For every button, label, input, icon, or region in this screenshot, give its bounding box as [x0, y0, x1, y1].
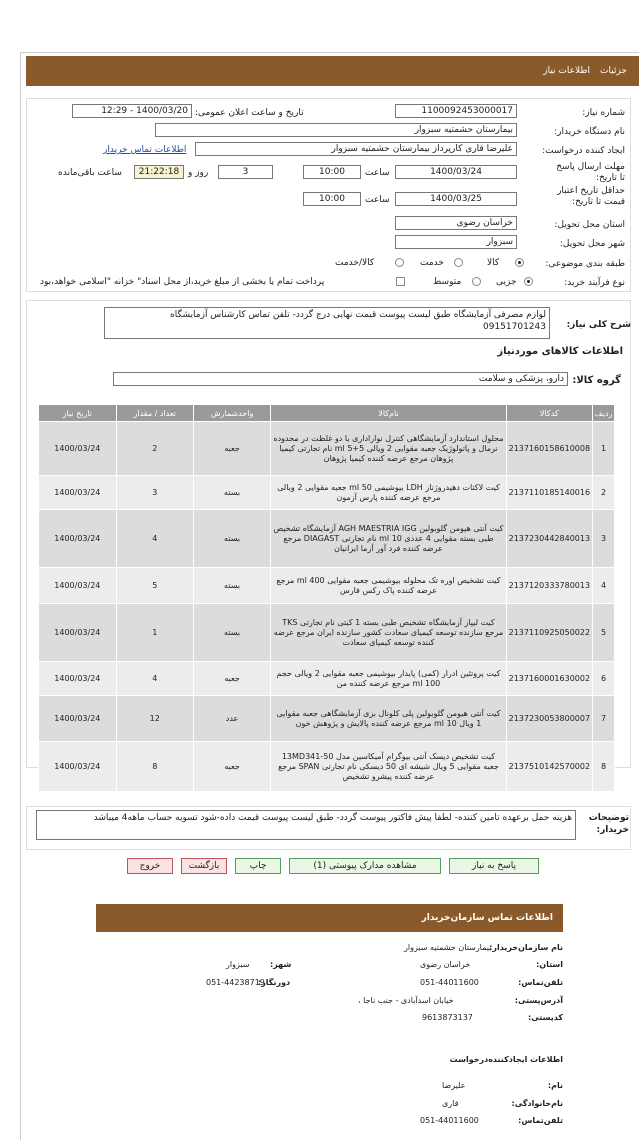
announce-label: تاریخ و ساعت اعلان عمومی: — [195, 108, 304, 118]
col-name-header: نام‌کالا — [271, 405, 506, 422]
cell-unit: بسته — [193, 510, 271, 568]
cell-need-date: 1400/03/24 — [39, 662, 117, 696]
col-unit-header: واحدشمارش — [193, 405, 271, 422]
contact-org-label: نام سازمان‌خریدار: — [489, 943, 563, 952]
cell-quantity: 2 — [116, 422, 193, 476]
cell-row-number: 8 — [593, 742, 615, 792]
cell-item-code: 2137120333780013 — [506, 568, 592, 604]
cell-item-name: کیت تشخیص دیسک آنتی بیوگرام آمیکاسین مدل 13MD341-50 جعبه مقوایی 5 ویال شیشه ای 50 دیسکی نام تجارتی SPAN مرجع عرضه کننده پیشرو تشخیص — [271, 742, 506, 792]
cell-quantity: 8 — [116, 742, 193, 792]
nav-need-info[interactable]: اطلاعات نیاز — [543, 66, 591, 76]
deadline-label: مهلت ارسال پاسخ تا تاریخ: — [556, 162, 625, 183]
cell-item-code: 2137110925050022 — [506, 604, 592, 662]
creator-field: علیرضا قاری کارپرداز بیمارستان حشمتیه سبزوار — [195, 142, 517, 156]
table-row — [39, 604, 615, 662]
top-nav-bar — [26, 56, 639, 86]
creator-family-label: نام‌خانوادگی: — [511, 1099, 563, 1108]
cell-unit: عدد — [193, 696, 271, 742]
contact-city-label: شهر: — [270, 960, 292, 969]
process-minor-radio[interactable] — [524, 277, 533, 286]
cell-need-date: 1400/03/24 — [39, 568, 117, 604]
goods-group-field: دارو، پزشکی و سلامت — [113, 372, 568, 386]
cell-row-number: 7 — [593, 696, 615, 742]
contact-postal-label: کدپستی: — [528, 1013, 563, 1022]
cell-row-number: 1 — [593, 422, 615, 476]
cell-row-number: 5 — [593, 604, 615, 662]
cell-need-date: 1400/03/24 — [39, 696, 117, 742]
table-row — [39, 568, 615, 604]
notes-label: توضیحات خریدار: — [588, 813, 629, 835]
remaining-label: ساعت باقی‌مانده — [58, 168, 122, 178]
class-goods-radio[interactable] — [515, 258, 524, 267]
reply-button[interactable]: پاسخ به نیاز — [449, 858, 539, 874]
cell-quantity: 1 — [116, 604, 193, 662]
contact-province-label: استان: — [536, 960, 563, 969]
table-row — [39, 422, 615, 476]
cell-unit: بسته — [193, 604, 271, 662]
cell-item-code: 2137160001630002 — [506, 662, 592, 696]
table-row — [39, 510, 615, 568]
creator-phone-label: تلفن‌تماس: — [518, 1116, 563, 1125]
buyer-label: نام دستگاه خریدار: — [554, 127, 625, 137]
process-minor-label: جزیی — [496, 277, 517, 287]
col-code-header: کدکالا — [506, 405, 592, 422]
buyer-field: بیمارستان حشمتیه سبزوار — [155, 123, 517, 137]
contact-org-value: بیمارستان حشمتیه سبزوار — [404, 943, 492, 952]
creator-name-label: نام: — [547, 1081, 563, 1090]
contact-fax-label: دورنگار: — [258, 978, 291, 987]
cell-need-date: 1400/03/24 — [39, 742, 117, 792]
table-row — [39, 742, 615, 792]
process-medium-radio[interactable] — [472, 277, 481, 286]
print-button[interactable]: چاپ — [235, 858, 281, 874]
cell-item-code: 2137230442840013 — [506, 510, 592, 568]
nav-details[interactable]: جزئیات — [600, 66, 627, 76]
cell-item-name: کیت لاکتات دهیدروژناز LDH بیوشیمی 50 ml جعبه مقوایی 2 ویالی مرجع عرضه کننده پارس آزمون — [271, 476, 506, 510]
buyer-contact-link[interactable]: اطلاعات تماس خریدار — [103, 145, 187, 155]
contact-section-title: اطلاعات تماس سازمان‌خریدار — [96, 904, 563, 932]
cell-item-name: محلول استاندارد آزمایشگاهی کنترل نواراداری با دو غلظت در محدوده نرمال و پاتولوژیک جعبه مقوایی 2 ویالی 5+5 ml نام تجارتی کیمیا پژوهان مرجع عرضه کننده کیمیا پژوهان — [271, 422, 506, 476]
items-table-header — [39, 405, 615, 422]
cell-need-date: 1400/03/24 — [39, 510, 117, 568]
creator-name-value: علیرضا — [442, 1081, 466, 1090]
contact-address-value: خیابان اسدآبادی - جنب ناجا ، — [358, 996, 454, 1005]
cell-quantity: 5 — [116, 568, 193, 604]
city-label: شهر محل تحویل: — [559, 239, 625, 249]
attachments-button[interactable]: مشاهده مدارک پیوستی (1) — [289, 858, 441, 874]
treasury-payment-note: پرداخت تمام یا بخشی از مبلغ خرید،از محل اسناد" خزانه "اسلامی خواهد،بود — [40, 277, 325, 287]
class-both-radio[interactable] — [395, 258, 404, 267]
validity-time-field: 10:00 — [303, 192, 361, 206]
need-number-label: شماره نیاز: — [582, 108, 625, 118]
items-table — [38, 404, 615, 792]
col-date-header: تاریخ نیاز — [39, 405, 117, 422]
deadline-date-field: 1400/03/24 — [395, 165, 517, 179]
cell-unit: بسته — [193, 568, 271, 604]
contact-phone-label: تلفن‌تماس: — [518, 978, 563, 987]
creator-phone-value: 051-44011600 — [420, 1116, 479, 1125]
col-row-header: ردیف — [593, 405, 615, 422]
cell-need-date: 1400/03/24 — [39, 604, 117, 662]
province-field: خراسان رضوی — [395, 216, 517, 230]
cell-row-number: 6 — [593, 662, 615, 696]
table-row — [39, 476, 615, 510]
exit-button[interactable]: خروج — [127, 858, 173, 874]
cell-row-number: 2 — [593, 476, 615, 510]
validity-date-field: 1400/03/25 — [395, 192, 517, 206]
cell-unit: بسته — [193, 476, 271, 510]
cell-quantity: 4 — [116, 662, 193, 696]
classification-label: طبقه بندی موضوعی: — [545, 259, 625, 269]
cell-quantity: 3 — [116, 476, 193, 510]
contact-address-label: آدرس‌پستی: — [514, 996, 563, 1005]
class-both-label: کالا/خدمت — [335, 258, 375, 268]
remaining-days-field: 3 — [218, 165, 273, 179]
class-service-label: خدمت — [420, 258, 444, 268]
table-row — [39, 662, 615, 696]
creator-family-value: قاری — [442, 1099, 459, 1108]
contact-city-value: سبزوار — [226, 960, 250, 969]
cell-unit: جعبه — [193, 742, 271, 792]
contact-province-value: خراسان رضوی — [420, 960, 471, 969]
creator-section-title: اطلاعات ایجادکننده‌درخواست — [449, 1055, 563, 1064]
contact-postal-value: 9613873137 — [422, 1013, 473, 1022]
creator-label: ایجاد کننده درخواست: — [542, 146, 625, 156]
cell-item-code: 2137510142570002 — [506, 742, 592, 792]
cell-item-code: 2137110185140016 — [506, 476, 592, 510]
remaining-time-field: 21:22:18 — [134, 165, 184, 179]
cell-quantity: 4 — [116, 510, 193, 568]
goods-section-title: اطلاعات کالاهای موردنیاز — [497, 346, 623, 357]
class-service-radio[interactable] — [454, 258, 463, 267]
cell-item-name: کیت آنتی هیومن گلوبولین پلی کلونال بزی آزمایشگاهی جعبه مقوایی 1 ویال 10 ml مرجع عرضه کننده پالایش و پژوهش خون — [271, 696, 506, 742]
deadline-time-label: ساعت — [365, 168, 390, 178]
cell-item-name: کیت لیپاز آزمایشگاه تشخیص طبی بسته 1 کیتی نام تجارتی TKS مرجع سازنده توسعه کیمیای سعادت کشور سازنده ایران مرجع عرضه کننده توسعه کیمیای سعادت — [271, 604, 506, 662]
cell-row-number: 3 — [593, 510, 615, 568]
announce-field: 1400/03/20 - 12:29 — [72, 104, 192, 118]
days-label: روز و — [188, 168, 209, 178]
notes-field: هزینه حمل برعهده تامین کننده- لطفا پیش فاکتور پیوست گردد- طبق لیست پیوست قیمت داده-شود تسویه حساب ماهه4 میباشد — [36, 810, 576, 840]
contact-phone-value: 051-44011600 — [420, 978, 479, 987]
need-number-field: 1100092453000017 — [395, 104, 517, 118]
validity-label: حداقل تاریخ اعتبار قیمت تا تاریخ: — [557, 186, 625, 207]
process-medium-label: متوسط — [433, 277, 462, 287]
summary-label: شرح کلی نیاز: — [566, 320, 631, 330]
goods-group-label: گروه کالا: — [572, 375, 621, 386]
col-qty-header: تعداد / مقدار — [116, 405, 193, 422]
cell-need-date: 1400/03/24 — [39, 476, 117, 510]
cell-item-code: 2137160158610008 — [506, 422, 592, 476]
contact-fax-value: 051-44238719 — [206, 978, 265, 987]
cell-item-name: کیت پروتئین ادرار (کمی) پایدار بیوشیمی جعبه مقوایی 2 ویالی حجم 100 ml مرجع عرضه کننده من — [271, 662, 506, 696]
treasury-payment-checkbox[interactable] — [396, 277, 405, 286]
cell-quantity: 12 — [116, 696, 193, 742]
cell-item-name: کیت تشخیص اوره تک محلوله بیوشیمی جعبه مقوایی 400 ml مرجع عرضه کننده پاک رکس فارس — [271, 568, 506, 604]
city-field: سبزوار — [395, 235, 517, 249]
cell-unit: جعبه — [193, 422, 271, 476]
cell-row-number: 4 — [593, 568, 615, 604]
class-goods-label: کالا — [487, 258, 500, 268]
cell-item-code: 2137230053800007 — [506, 696, 592, 742]
cell-unit: جعبه — [193, 662, 271, 696]
cell-need-date: 1400/03/24 — [39, 422, 117, 476]
summary-field: لوازم مصرفی آزمایشگاه طبق لیست پیوست قیمت نهایی درج گردد- تلفن تماس کارشناس آزمایشگاه 09151701243 — [104, 307, 550, 339]
deadline-time-field: 10:00 — [303, 165, 361, 179]
cell-item-name: کیت آنتی هیومن گلوبولین AGH MAESTRIA IGG آزمایشگاه تشخیص طبی بسته مقوایی 4 عددی 10 ml نام تجارتی DIAGAST مرجع عرضه کننده فرد آور آزما ایرانیان — [271, 510, 506, 568]
back-button[interactable]: بازگشت — [181, 858, 227, 874]
validity-time-label: ساعت — [365, 195, 390, 205]
process-label: نوع فرآیند خرید: — [564, 278, 625, 288]
province-label: استان محل تحویل: — [554, 220, 625, 230]
table-row — [39, 696, 615, 742]
